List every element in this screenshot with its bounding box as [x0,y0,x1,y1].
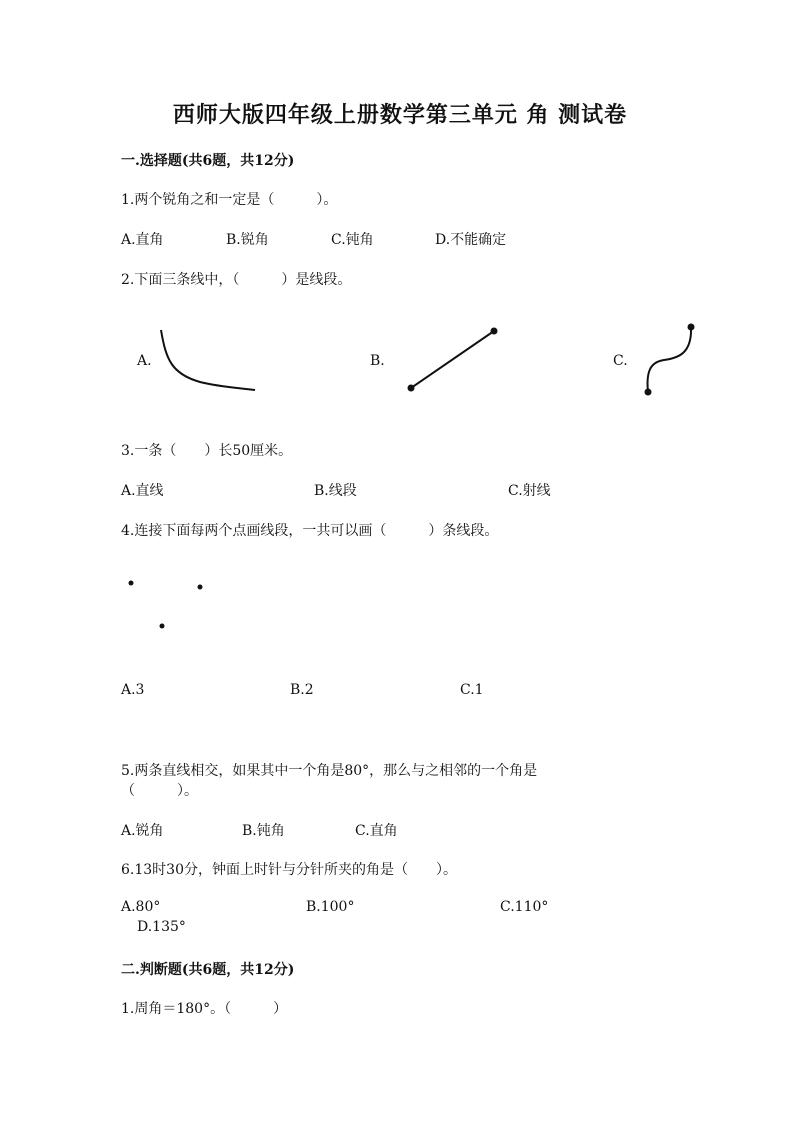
judgement-1-stem: 1.周角＝180°。（ ） [121,1001,288,1017]
question-4-dot-2 [198,585,203,590]
question-5-stem-line-2: （ ）。 [121,783,198,799]
question-5-option-a: A.锐角 [121,823,164,839]
page-title: 西师大版四年级上册数学第三单元 角 测试卷 [172,102,628,128]
question-6-option-b: B.100° [306,899,355,915]
figure-b-segment [411,331,494,388]
question-4-option-c: C.1 [460,682,484,698]
question-1-option-b: B.锐角 [226,232,269,248]
figure-c-wavy-line [648,327,692,392]
question-6-option-c: C.110° [500,899,549,915]
question-3-option-c: C.射线 [508,483,551,499]
figure-a-curve [161,330,255,390]
section-heading-choice: 一.选择题(共6题，共12分) [121,153,295,169]
question-2-figure-label-c: C. [613,353,628,369]
question-5-option-b: B.钝角 [242,823,285,839]
question-1-option-a: A.直角 [121,232,164,248]
question-3-stem: 3.一条（ ）长50厘米。 [121,443,293,459]
question-4-option-b: B.2 [290,682,314,698]
question-3-option-a: A.直线 [121,483,164,499]
question-4-stem: 4.连接下面每两个点画线段，一共可以画（ ）条线段。 [121,523,499,539]
question-6-stem: 6.13时30分，钟面上时针与分针所夹的角是（ ）。 [121,862,457,878]
figure-c-endpoint-1 [645,389,652,396]
question-1-stem: 1.两个锐角之和一定是（ ）。 [121,192,338,208]
question-2-figure-label-b: B. [370,353,385,369]
question-5-stem-line-1: 5.两条直线相交，如果其中一个角是80°，那么与之相邻的一个角是 [121,763,538,779]
question-6-option-a: A.80° [121,899,161,915]
question-2-stem: 2.下面三条线中，（ ）是线段。 [121,272,352,288]
question-1-option-c: C.钝角 [331,232,374,248]
figure-c-endpoint-2 [688,324,695,331]
question-4-option-a: A.3 [121,682,145,698]
question-1-option-d: D.不能确定 [435,232,507,248]
question-3-option-b: B.线段 [314,483,357,499]
question-4-dot-1 [129,581,134,586]
figure-b-endpoint-2 [491,328,498,335]
question-6-option-d: D.135° [137,919,186,935]
question-4-dot-3 [160,624,165,629]
question-5-option-c: C.直角 [355,823,398,839]
figure-b-endpoint-1 [408,385,415,392]
question-2-figure-label-a: A. [137,353,152,369]
section-heading-judgement: 二.判断题(共6题，共12分) [121,962,295,978]
